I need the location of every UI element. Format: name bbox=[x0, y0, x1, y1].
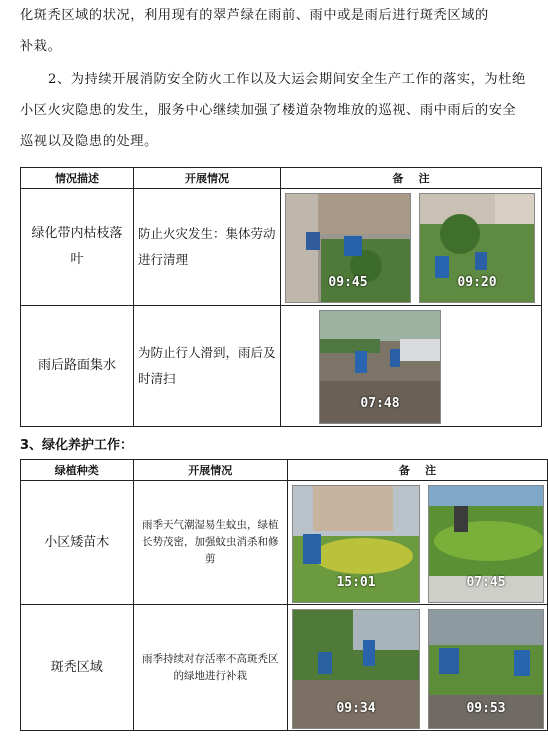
table-row bbox=[21, 189, 542, 306]
photo-shrub-trimming bbox=[428, 485, 544, 603]
photo-timestamp: 09:45 bbox=[328, 275, 368, 290]
header-remarks: 备 注 bbox=[288, 460, 548, 481]
p1-line1: 化斑秃区域的状况，利用现有的翠芦绿在雨前、雨中或是雨后进行斑秃区域的 bbox=[20, 8, 489, 23]
p1-line2: 补栽。 bbox=[20, 39, 62, 54]
photo-replanting-1 bbox=[292, 609, 420, 729]
paragraph-2: 2、为持续开展消防安全防火工作以及大运会期间安全生产工作的落实，为杜绝小区火灾隐患的发生，服务中心继续加强了楼道杂物堆放的巡视、雨中雨后的安全巡视以及隐患的处理。 bbox=[20, 72, 526, 149]
paragraph-1 bbox=[20, 0, 530, 62]
row-plant-type: 斑秃区域 bbox=[21, 605, 134, 731]
photo-timestamp: 07:48 bbox=[360, 396, 400, 411]
row-description: 绿化带内枯枝落叶 bbox=[21, 189, 134, 306]
row-status: 防止火灾发生：集体劳动进行清理 bbox=[134, 189, 281, 306]
photo-timestamp: 09:53 bbox=[466, 701, 506, 716]
header-status: 开展情况 bbox=[134, 168, 281, 189]
row-status: 为防止行人滑到，雨后及时清扫 bbox=[134, 306, 281, 427]
photo-timestamp: 09:34 bbox=[336, 701, 376, 716]
photo-timestamp: 07:45 bbox=[466, 575, 506, 590]
photo-leaf-cleanup-2 bbox=[419, 193, 535, 303]
section-heading-greening: 3、绿化养护工作： bbox=[20, 438, 134, 453]
row-photos bbox=[288, 481, 548, 605]
photo-water-sweeping bbox=[319, 310, 441, 424]
header-plant-type: 绿植种类 bbox=[21, 460, 134, 481]
row-photos bbox=[288, 605, 548, 731]
table-header-row bbox=[21, 168, 542, 189]
header-remarks: 备 注 bbox=[281, 168, 542, 189]
row-status: 雨季天气潮湿易生蚊虫，绿植长势茂密，加强蚊虫消杀和修剪 bbox=[133, 481, 287, 605]
table-row bbox=[21, 306, 542, 427]
header-status: 开展情况 bbox=[133, 460, 287, 481]
photo-timestamp: 09:20 bbox=[457, 275, 497, 290]
photo-leaf-cleanup-1 bbox=[285, 193, 411, 303]
header-description: 情况描述 bbox=[21, 168, 134, 189]
row-photos bbox=[281, 306, 542, 427]
table-row bbox=[21, 481, 548, 605]
row-plant-type: 小区矮苗木 bbox=[21, 481, 134, 605]
greening-table bbox=[20, 459, 548, 731]
row-photos bbox=[281, 189, 542, 306]
photo-shrub-spraying bbox=[292, 485, 420, 603]
row-description: 雨后路面集水 bbox=[21, 306, 134, 427]
row-status: 雨季持续对存活率不高斑秃区的绿地进行补栽 bbox=[133, 605, 287, 731]
photo-timestamp: 15:01 bbox=[336, 575, 376, 590]
table-row bbox=[21, 605, 548, 731]
photo-replanting-2 bbox=[428, 609, 544, 729]
fire-safety-table bbox=[20, 167, 542, 427]
table-header-row bbox=[21, 460, 548, 481]
